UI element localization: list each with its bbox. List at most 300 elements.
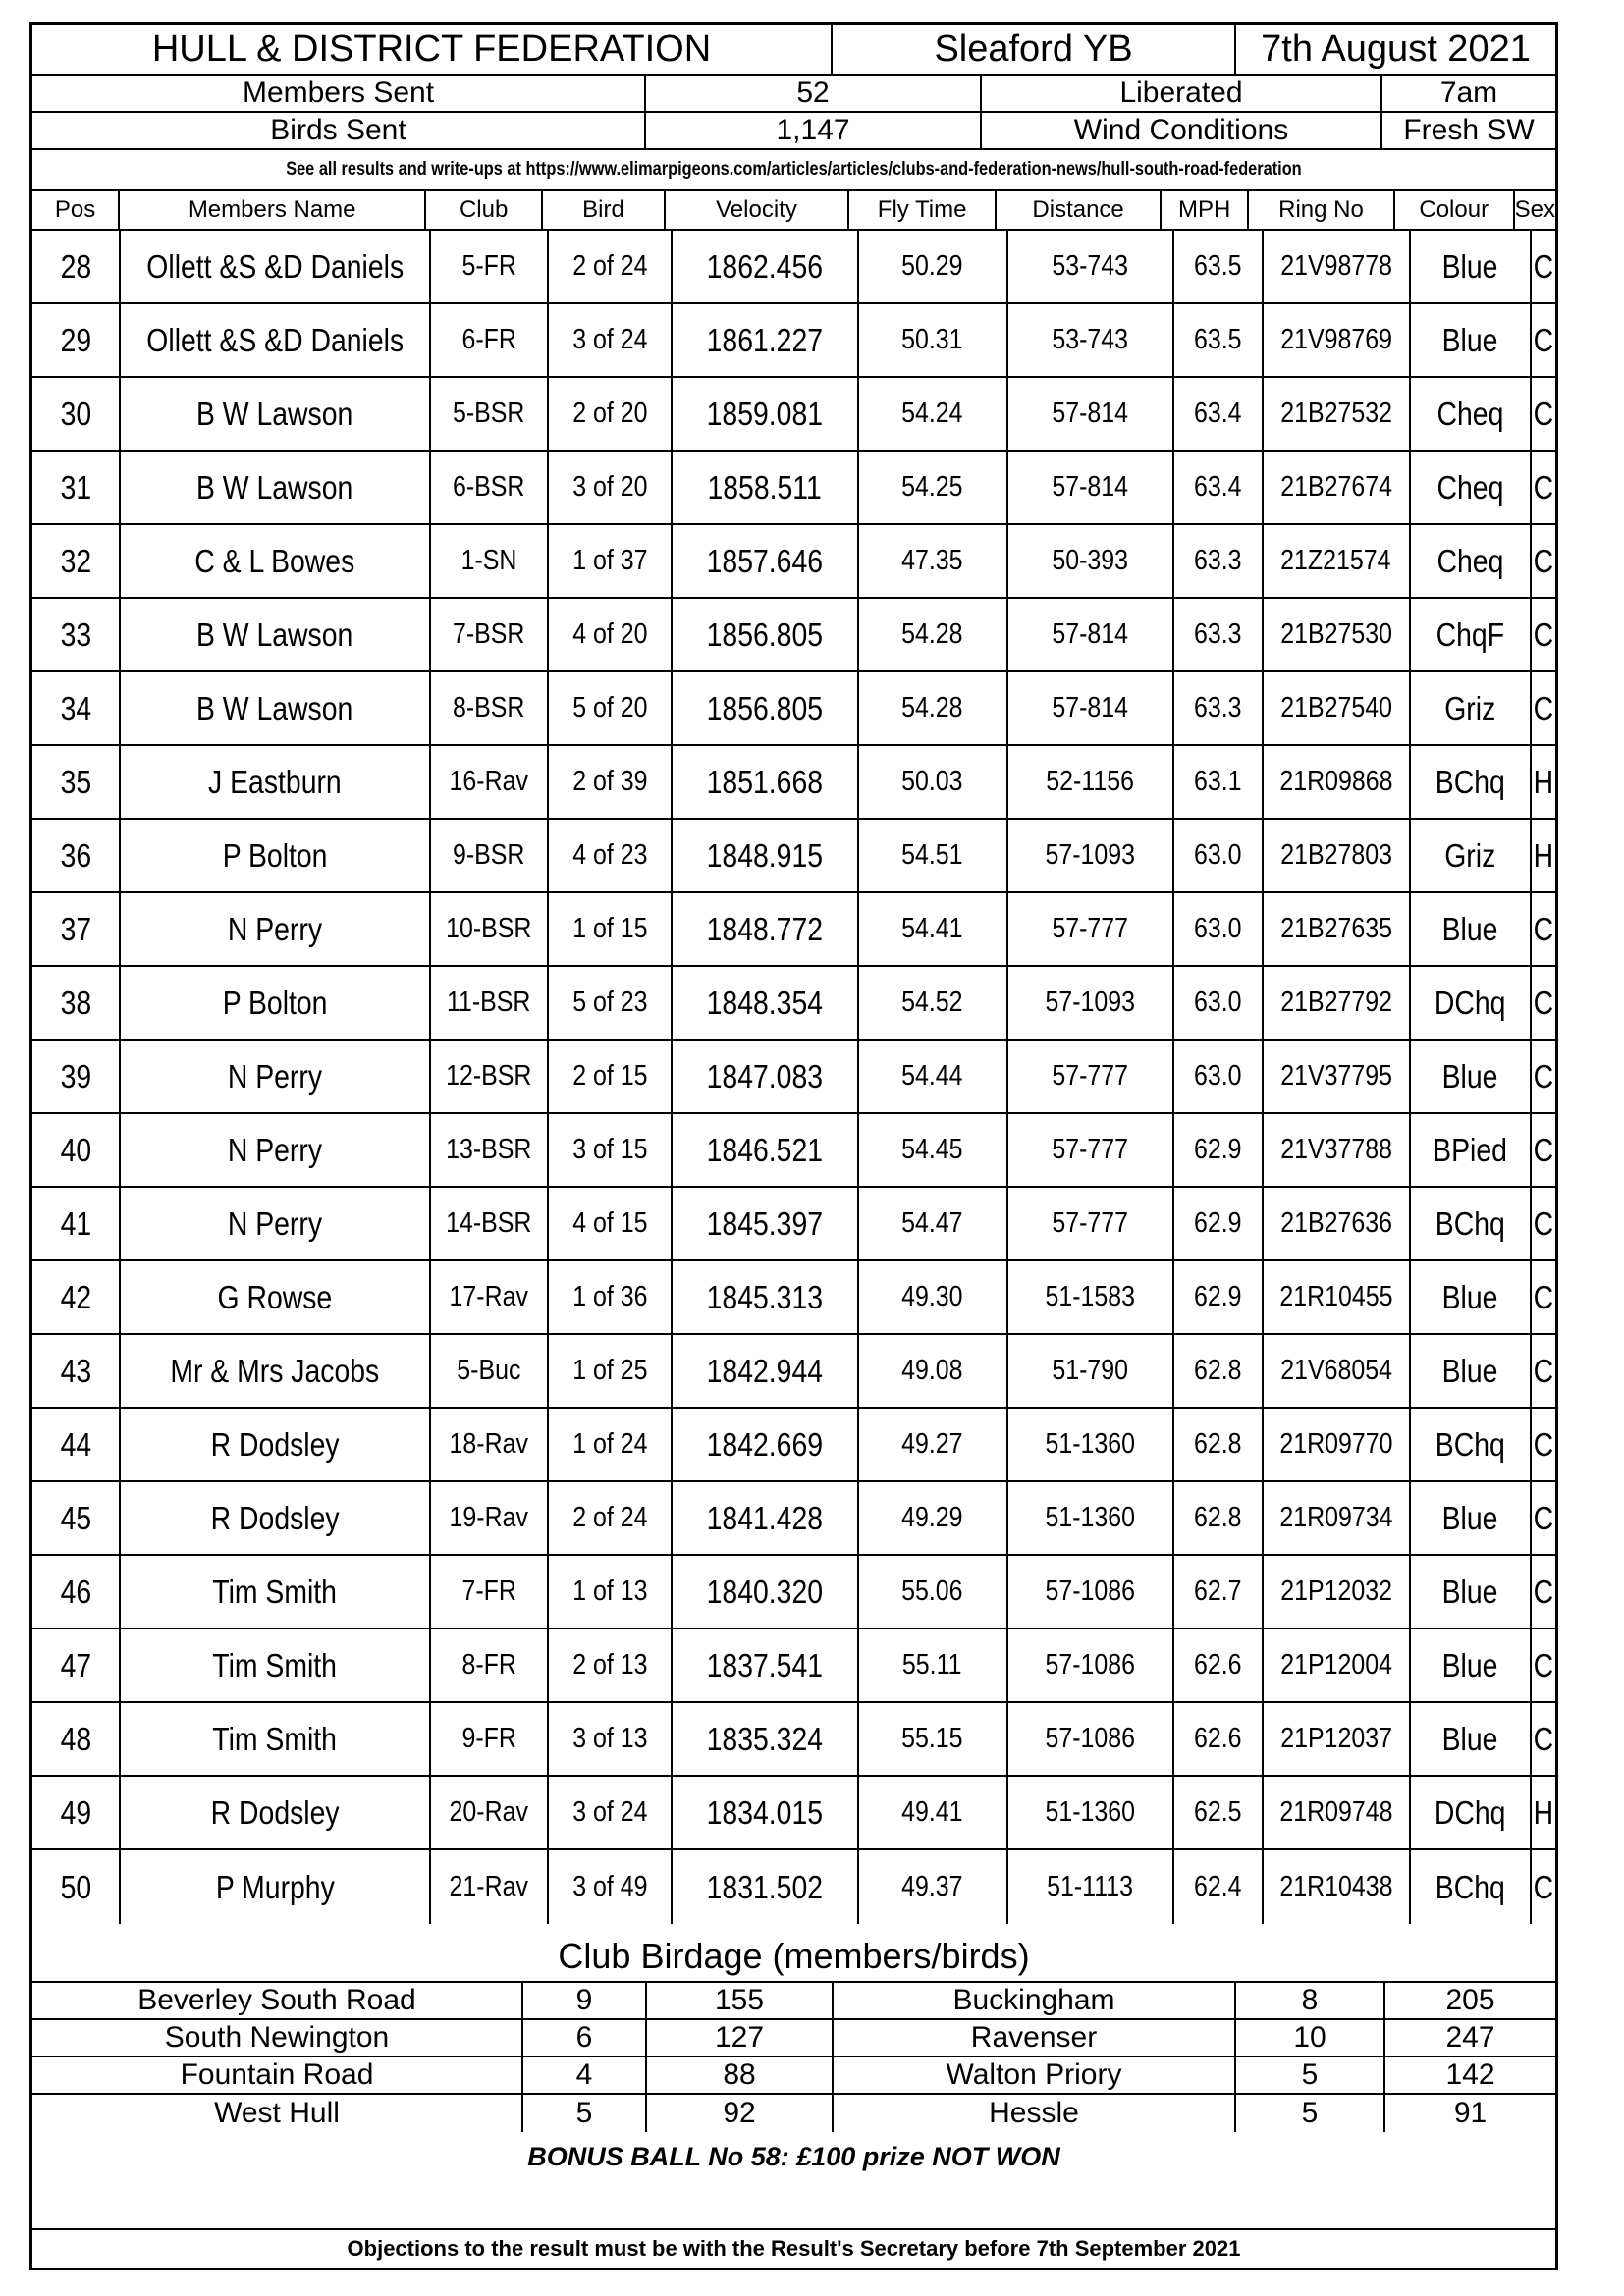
cell-club xyxy=(431,1556,549,1628)
table-row xyxy=(32,672,1555,746)
cell-text-fly-time: 50.31 xyxy=(901,324,963,355)
cell-member-name xyxy=(121,599,431,670)
cell-mph xyxy=(1174,1556,1263,1628)
results-link-row xyxy=(32,150,1555,191)
cell-mph xyxy=(1174,1409,1263,1480)
cell-mph xyxy=(1174,893,1263,965)
cell-club xyxy=(431,1114,549,1186)
cell-bird xyxy=(549,1629,673,1701)
cell-text-ring-no: 21B27635 xyxy=(1279,913,1392,944)
cell-mph xyxy=(1174,525,1263,597)
header-birds-row xyxy=(32,113,1555,150)
cell-mph xyxy=(1174,746,1263,818)
cell-text-ring-no: 21B27636 xyxy=(1279,1207,1392,1239)
cell-text-distance: 57-1086 xyxy=(1045,1575,1136,1607)
column-header-pos: Pos xyxy=(32,191,120,229)
cell-text-member-name: N Perry xyxy=(227,910,323,947)
cell-bird xyxy=(549,1188,673,1259)
cell-text-mph: 63.4 xyxy=(1194,398,1242,429)
cell-text-velocity: 1847.083 xyxy=(706,1057,824,1095)
cell-ring-no xyxy=(1264,746,1411,818)
column-header-club: Club xyxy=(426,191,543,229)
cell-distance xyxy=(1008,893,1175,965)
cell-sex xyxy=(1532,1335,1555,1407)
cell-text-sex: C xyxy=(1533,910,1554,947)
cell-club xyxy=(431,1409,549,1480)
cell-text-distance: 51-1360 xyxy=(1045,1428,1136,1460)
cell-text-sex: C xyxy=(1533,1352,1554,1389)
cell-velocity xyxy=(673,1114,858,1186)
cell-ring-no xyxy=(1264,1409,1411,1480)
cell-text-club: 16-Rav xyxy=(449,766,529,797)
cell-colour xyxy=(1411,893,1532,965)
cell-mph xyxy=(1174,452,1263,523)
cell-text-distance: 57-1086 xyxy=(1045,1649,1136,1681)
cell-fly-time xyxy=(859,967,1008,1039)
cell-distance xyxy=(1008,452,1175,523)
birdage-row xyxy=(32,2020,1555,2057)
cell-distance xyxy=(1008,1850,1175,1924)
cell-pos xyxy=(32,452,121,523)
cell-club xyxy=(431,1188,549,1259)
cell-text-sex: C xyxy=(1533,395,1554,432)
cell-text-mph: 62.9 xyxy=(1194,1281,1242,1312)
cell-pos xyxy=(32,378,121,450)
cell-text-bird: 2 of 39 xyxy=(572,766,648,797)
cell-text-colour: DChq xyxy=(1435,984,1506,1021)
cell-fly-time xyxy=(859,1335,1008,1407)
cell-distance xyxy=(1008,967,1175,1039)
cell-pos xyxy=(32,893,121,965)
cell-velocity xyxy=(673,1850,858,1924)
cell-text-distance: 57-1093 xyxy=(1045,839,1136,871)
cell-text-bird: 1 of 37 xyxy=(572,545,648,576)
cell-text-fly-time: 49.30 xyxy=(901,1281,963,1312)
cell-mph xyxy=(1174,1629,1263,1701)
birdage-members-b: 5 xyxy=(1236,2057,1385,2093)
birdage-club-a: Fountain Road xyxy=(32,2057,523,2093)
cell-mph xyxy=(1174,378,1263,450)
cell-text-club: 18-Rav xyxy=(449,1428,529,1460)
cell-mph xyxy=(1174,1335,1263,1407)
cell-fly-time xyxy=(859,672,1008,744)
cell-text-velocity: 1835.324 xyxy=(706,1720,824,1757)
cell-text-bird: 3 of 15 xyxy=(572,1134,648,1165)
cell-text-mph: 63.3 xyxy=(1194,618,1242,650)
cell-text-bird: 1 of 25 xyxy=(572,1355,648,1386)
cell-text-pos: 50 xyxy=(60,1868,91,1905)
cell-text-distance: 57-777 xyxy=(1052,1134,1129,1165)
cell-text-sex: H xyxy=(1533,836,1554,874)
cell-text-velocity: 1845.313 xyxy=(706,1278,824,1315)
cell-mph xyxy=(1174,1703,1263,1775)
cell-text-club: 7-BSR xyxy=(453,618,525,650)
cell-text-distance: 57-814 xyxy=(1052,471,1129,503)
cell-colour xyxy=(1411,1850,1532,1924)
cell-bird xyxy=(549,1041,673,1112)
cell-text-member-name: C & L Bowes xyxy=(194,542,355,579)
cell-distance xyxy=(1008,746,1175,818)
cell-text-bird: 3 of 13 xyxy=(572,1723,648,1754)
cell-velocity xyxy=(673,378,858,450)
cell-distance xyxy=(1008,1703,1175,1775)
cell-sex xyxy=(1532,599,1555,670)
objections-row xyxy=(32,2230,1555,2268)
cell-text-sex: C xyxy=(1533,542,1554,579)
table-row xyxy=(32,967,1555,1041)
cell-text-club: 14-BSR xyxy=(446,1207,532,1239)
birdage-birds-b: 247 xyxy=(1445,2021,1495,2054)
liberated-label: Liberated xyxy=(982,76,1382,111)
birdage-members-b: 5 xyxy=(1236,2095,1385,2132)
cell-text-fly-time: 54.51 xyxy=(901,839,963,871)
cell-ring-no xyxy=(1264,1188,1411,1259)
cell-colour xyxy=(1411,1777,1532,1848)
cell-text-distance: 57-1086 xyxy=(1045,1723,1136,1754)
cell-member-name xyxy=(121,378,431,450)
cell-fly-time xyxy=(859,1703,1008,1775)
cell-ring-no xyxy=(1264,1482,1411,1554)
table-row xyxy=(32,893,1555,967)
cell-text-distance: 53-743 xyxy=(1052,324,1129,355)
cell-fly-time xyxy=(859,820,1008,891)
cell-text-club: 1-SN xyxy=(460,545,517,576)
cell-text-club: 21-Rav xyxy=(449,1871,529,1902)
cell-velocity xyxy=(673,525,858,597)
cell-text-member-name: Ollett &S &D Daniels xyxy=(146,247,404,285)
cell-member-name xyxy=(121,967,431,1039)
cell-bird xyxy=(549,893,673,965)
cell-text-fly-time: 54.47 xyxy=(901,1207,963,1239)
birdage-table xyxy=(32,1983,1555,2132)
cell-sex xyxy=(1532,452,1555,523)
cell-text-velocity: 1841.428 xyxy=(706,1499,824,1536)
cell-velocity xyxy=(673,967,858,1039)
column-header-row xyxy=(32,191,1555,231)
cell-text-club: 5-Buc xyxy=(457,1355,521,1386)
cell-fly-time xyxy=(859,893,1008,965)
cell-club xyxy=(431,599,549,670)
cell-velocity xyxy=(673,1261,858,1333)
cell-text-pos: 38 xyxy=(60,984,91,1021)
cell-pos xyxy=(32,1850,121,1924)
cell-sex xyxy=(1532,1629,1555,1701)
cell-text-colour: Cheq xyxy=(1436,395,1504,432)
cell-text-velocity: 1831.502 xyxy=(706,1868,824,1905)
cell-text-fly-time: 50.29 xyxy=(901,250,963,282)
cell-mph xyxy=(1174,1777,1263,1848)
table-row xyxy=(32,525,1555,599)
cell-text-distance: 51-1583 xyxy=(1045,1281,1136,1312)
cell-text-sex: C xyxy=(1533,1646,1554,1683)
cell-text-club: 5-BSR xyxy=(453,398,525,429)
cell-text-fly-time: 49.29 xyxy=(901,1502,963,1533)
cell-member-name xyxy=(121,1041,431,1112)
cell-fly-time xyxy=(859,1114,1008,1186)
cell-pos xyxy=(32,1482,121,1554)
cell-ring-no xyxy=(1264,1335,1411,1407)
cell-velocity xyxy=(673,746,858,818)
cell-text-pos: 43 xyxy=(60,1352,91,1389)
cell-text-pos: 42 xyxy=(60,1278,91,1315)
cell-text-member-name: Mr & Mrs Jacobs xyxy=(170,1352,380,1389)
cell-ring-no xyxy=(1264,967,1411,1039)
cell-pos xyxy=(32,1114,121,1186)
cell-ring-no xyxy=(1264,378,1411,450)
cell-text-sex: C xyxy=(1533,1425,1554,1463)
cell-text-velocity: 1859.081 xyxy=(706,395,824,432)
cell-bird xyxy=(549,1335,673,1407)
cell-text-ring-no: 21B27803 xyxy=(1279,839,1392,871)
table-row xyxy=(32,820,1555,893)
cell-distance xyxy=(1008,1409,1175,1480)
cell-text-mph: 63.5 xyxy=(1194,250,1242,282)
cell-club xyxy=(431,452,549,523)
cell-sex xyxy=(1532,967,1555,1039)
cell-sex xyxy=(1532,1850,1555,1924)
cell-text-sex: C xyxy=(1533,1573,1554,1610)
cell-text-member-name: Ollett &S &D Daniels xyxy=(146,321,404,358)
cell-text-mph: 63.0 xyxy=(1194,913,1242,944)
cell-colour xyxy=(1411,452,1532,523)
cell-club xyxy=(431,378,549,450)
cell-text-club: 7-FR xyxy=(461,1575,516,1607)
cell-velocity xyxy=(673,1777,858,1848)
cell-pos xyxy=(32,525,121,597)
cell-club xyxy=(431,1261,549,1333)
cell-text-mph: 62.6 xyxy=(1194,1723,1242,1754)
cell-club xyxy=(431,820,549,891)
cell-text-distance: 57-777 xyxy=(1052,1060,1129,1092)
cell-sex xyxy=(1532,378,1555,450)
birdage-members-a: 6 xyxy=(523,2020,647,2056)
cell-text-velocity: 1848.354 xyxy=(706,984,824,1021)
birdage-club-a: West Hull xyxy=(32,2095,523,2132)
cell-mph xyxy=(1174,672,1263,744)
birdage-birds-a: 127 xyxy=(647,2020,834,2056)
cell-text-distance: 51-1113 xyxy=(1047,1871,1134,1902)
cell-text-fly-time: 49.41 xyxy=(901,1796,963,1828)
cell-sex xyxy=(1532,1482,1555,1554)
birdage-members-b: 8 xyxy=(1236,1983,1385,2018)
cell-text-member-name: N Perry xyxy=(227,1131,323,1168)
cell-club xyxy=(431,672,549,744)
cell-fly-time xyxy=(859,231,1008,302)
cell-ring-no xyxy=(1264,304,1411,376)
birdage-birds-a: 88 xyxy=(647,2057,834,2093)
cell-colour xyxy=(1411,1409,1532,1480)
cell-member-name xyxy=(121,1703,431,1775)
cell-text-colour: Blue xyxy=(1442,910,1498,947)
cell-text-bird: 1 of 13 xyxy=(572,1575,648,1607)
birdage-club-a: Beverley South Road xyxy=(32,1983,523,2018)
cell-club xyxy=(431,1703,549,1775)
cell-colour xyxy=(1411,1041,1532,1112)
cell-text-ring-no: 21V37795 xyxy=(1279,1060,1392,1092)
cell-colour xyxy=(1411,1482,1532,1554)
results-link-note[interactable]: See all results and write-ups at https://www.elimarpigeons.com/articles/articles/clubs-and-federation-news/hull-south-road-federation xyxy=(286,159,1302,180)
cell-text-colour: Cheq xyxy=(1436,468,1504,506)
cell-text-fly-time: 54.28 xyxy=(901,618,963,650)
cell-text-mph: 63.3 xyxy=(1194,692,1242,723)
cell-text-fly-time: 54.41 xyxy=(901,913,963,944)
cell-velocity xyxy=(673,893,858,965)
cell-velocity xyxy=(673,1703,858,1775)
bonus-row xyxy=(32,2132,1555,2230)
cell-text-bird: 3 of 49 xyxy=(572,1871,648,1902)
cell-text-mph: 62.4 xyxy=(1194,1871,1242,1902)
cell-sex xyxy=(1532,231,1555,302)
cell-text-velocity: 1846.521 xyxy=(706,1131,824,1168)
cell-text-colour: DChq xyxy=(1435,1793,1506,1831)
cell-bird xyxy=(549,1777,673,1848)
cell-member-name xyxy=(121,525,431,597)
cell-text-pos: 36 xyxy=(60,836,91,874)
cell-text-ring-no: 21V37788 xyxy=(1279,1134,1392,1165)
cell-velocity xyxy=(673,1041,858,1112)
cell-text-colour: BChq xyxy=(1435,1868,1506,1905)
cell-text-velocity: 1856.805 xyxy=(706,615,824,653)
cell-mph xyxy=(1174,1261,1263,1333)
cell-text-mph: 62.8 xyxy=(1194,1355,1242,1386)
cell-text-pos: 33 xyxy=(60,615,91,653)
cell-bird xyxy=(549,967,673,1039)
cell-text-bird: 2 of 15 xyxy=(572,1060,648,1092)
cell-text-club: 8-BSR xyxy=(453,692,525,723)
cell-text-mph: 62.9 xyxy=(1194,1134,1242,1165)
cell-text-sex: H xyxy=(1533,1793,1554,1831)
cell-text-velocity: 1851.668 xyxy=(706,763,824,800)
cell-fly-time xyxy=(859,1482,1008,1554)
cell-sex xyxy=(1532,746,1555,818)
cell-text-bird: 3 of 24 xyxy=(572,1796,648,1828)
cell-pos xyxy=(32,1556,121,1628)
cell-distance xyxy=(1008,1041,1175,1112)
cell-text-ring-no: 21Z21574 xyxy=(1280,545,1391,576)
cell-club xyxy=(431,1041,549,1112)
cell-text-colour: ChqF xyxy=(1435,615,1505,653)
column-header-ring-no: Ring No xyxy=(1249,191,1395,229)
cell-text-pos: 35 xyxy=(60,763,91,800)
birdage-row xyxy=(32,2095,1555,2132)
federation-title: HULL & DISTRICT FEDERATION xyxy=(32,25,833,74)
cell-ring-no xyxy=(1264,599,1411,670)
cell-text-velocity: 1834.015 xyxy=(706,1793,824,1831)
cell-text-sex: C xyxy=(1533,1278,1554,1315)
cell-text-pos: 32 xyxy=(60,542,91,579)
cell-text-ring-no: 21B27792 xyxy=(1279,987,1392,1018)
cell-text-member-name: P Murphy xyxy=(215,1868,335,1905)
cell-mph xyxy=(1174,599,1263,670)
cell-distance xyxy=(1008,1482,1175,1554)
cell-text-distance: 51-1360 xyxy=(1045,1502,1136,1533)
cell-colour xyxy=(1411,967,1532,1039)
cell-text-sex: H xyxy=(1533,763,1554,800)
cell-text-distance: 57-814 xyxy=(1052,692,1129,723)
cell-bird xyxy=(549,452,673,523)
cell-bird xyxy=(549,304,673,376)
cell-text-member-name: P Bolton xyxy=(222,984,328,1021)
cell-text-colour: Blue xyxy=(1442,1499,1498,1536)
cell-text-pos: 45 xyxy=(60,1499,91,1536)
table-row xyxy=(32,378,1555,452)
cell-colour xyxy=(1411,304,1532,376)
cell-pos xyxy=(32,967,121,1039)
cell-text-club: 6-BSR xyxy=(453,471,525,503)
cell-bird xyxy=(549,1482,673,1554)
birdage-club-b: Buckingham xyxy=(834,1983,1236,2018)
cell-text-fly-time: 55.11 xyxy=(902,1649,962,1681)
liberated-value: 7am xyxy=(1439,77,1498,109)
birdage-birds-a: 92 xyxy=(647,2095,834,2132)
results-sheet xyxy=(29,22,1558,2270)
wind-value: Fresh SW xyxy=(1403,114,1535,146)
cell-text-mph: 62.6 xyxy=(1194,1649,1242,1681)
table-row xyxy=(32,1556,1555,1629)
cell-pos xyxy=(32,1703,121,1775)
cell-distance xyxy=(1008,525,1175,597)
cell-text-member-name: J Eastburn xyxy=(208,763,342,800)
table-row xyxy=(32,1777,1555,1850)
cell-fly-time xyxy=(859,304,1008,376)
cell-fly-time xyxy=(859,1409,1008,1480)
cell-text-mph: 62.9 xyxy=(1194,1207,1242,1239)
table-row xyxy=(32,1188,1555,1261)
cell-ring-no xyxy=(1264,1777,1411,1848)
table-row xyxy=(32,452,1555,525)
cell-text-bird: 2 of 13 xyxy=(572,1649,648,1681)
cell-text-velocity: 1857.646 xyxy=(706,542,824,579)
birds-sent-value: 1,147 xyxy=(646,113,982,148)
cell-text-colour: Blue xyxy=(1442,247,1498,285)
cell-colour xyxy=(1411,1335,1532,1407)
cell-text-ring-no: 21R09770 xyxy=(1279,1428,1393,1460)
birdage-members-a: 9 xyxy=(523,1983,647,2018)
cell-fly-time xyxy=(859,1777,1008,1848)
cell-text-colour: Blue xyxy=(1442,321,1498,358)
cell-mph xyxy=(1174,1188,1263,1259)
cell-pos xyxy=(32,1188,121,1259)
cell-bird xyxy=(549,746,673,818)
bonus-ball-text: BONUS BALL No 58: £100 prize NOT WON xyxy=(527,2142,1060,2171)
cell-text-member-name: Tim Smith xyxy=(212,1646,338,1683)
column-header-bird: Bird xyxy=(543,191,666,229)
cell-text-fly-time: 55.15 xyxy=(901,1723,963,1754)
table-row xyxy=(32,1703,1555,1777)
cell-member-name xyxy=(121,1409,431,1480)
cell-velocity xyxy=(673,304,858,376)
cell-distance xyxy=(1008,1261,1175,1333)
cell-text-pos: 46 xyxy=(60,1573,91,1610)
cell-text-velocity: 1842.669 xyxy=(706,1425,824,1463)
cell-fly-time xyxy=(859,746,1008,818)
cell-pos xyxy=(32,672,121,744)
cell-text-sex: C xyxy=(1533,689,1554,726)
cell-text-club: 5-FR xyxy=(461,250,516,282)
cell-text-fly-time: 49.08 xyxy=(901,1355,963,1386)
cell-text-velocity: 1845.397 xyxy=(706,1204,824,1242)
cell-sex xyxy=(1532,1041,1555,1112)
cell-club xyxy=(431,1482,549,1554)
cell-fly-time xyxy=(859,1629,1008,1701)
cell-text-sex: C xyxy=(1533,1868,1554,1905)
cell-ring-no xyxy=(1264,1850,1411,1924)
cell-text-fly-time: 54.44 xyxy=(901,1060,963,1092)
cell-bird xyxy=(549,1703,673,1775)
cell-club xyxy=(431,231,549,302)
cell-bird xyxy=(549,1409,673,1480)
cell-ring-no xyxy=(1264,1261,1411,1333)
